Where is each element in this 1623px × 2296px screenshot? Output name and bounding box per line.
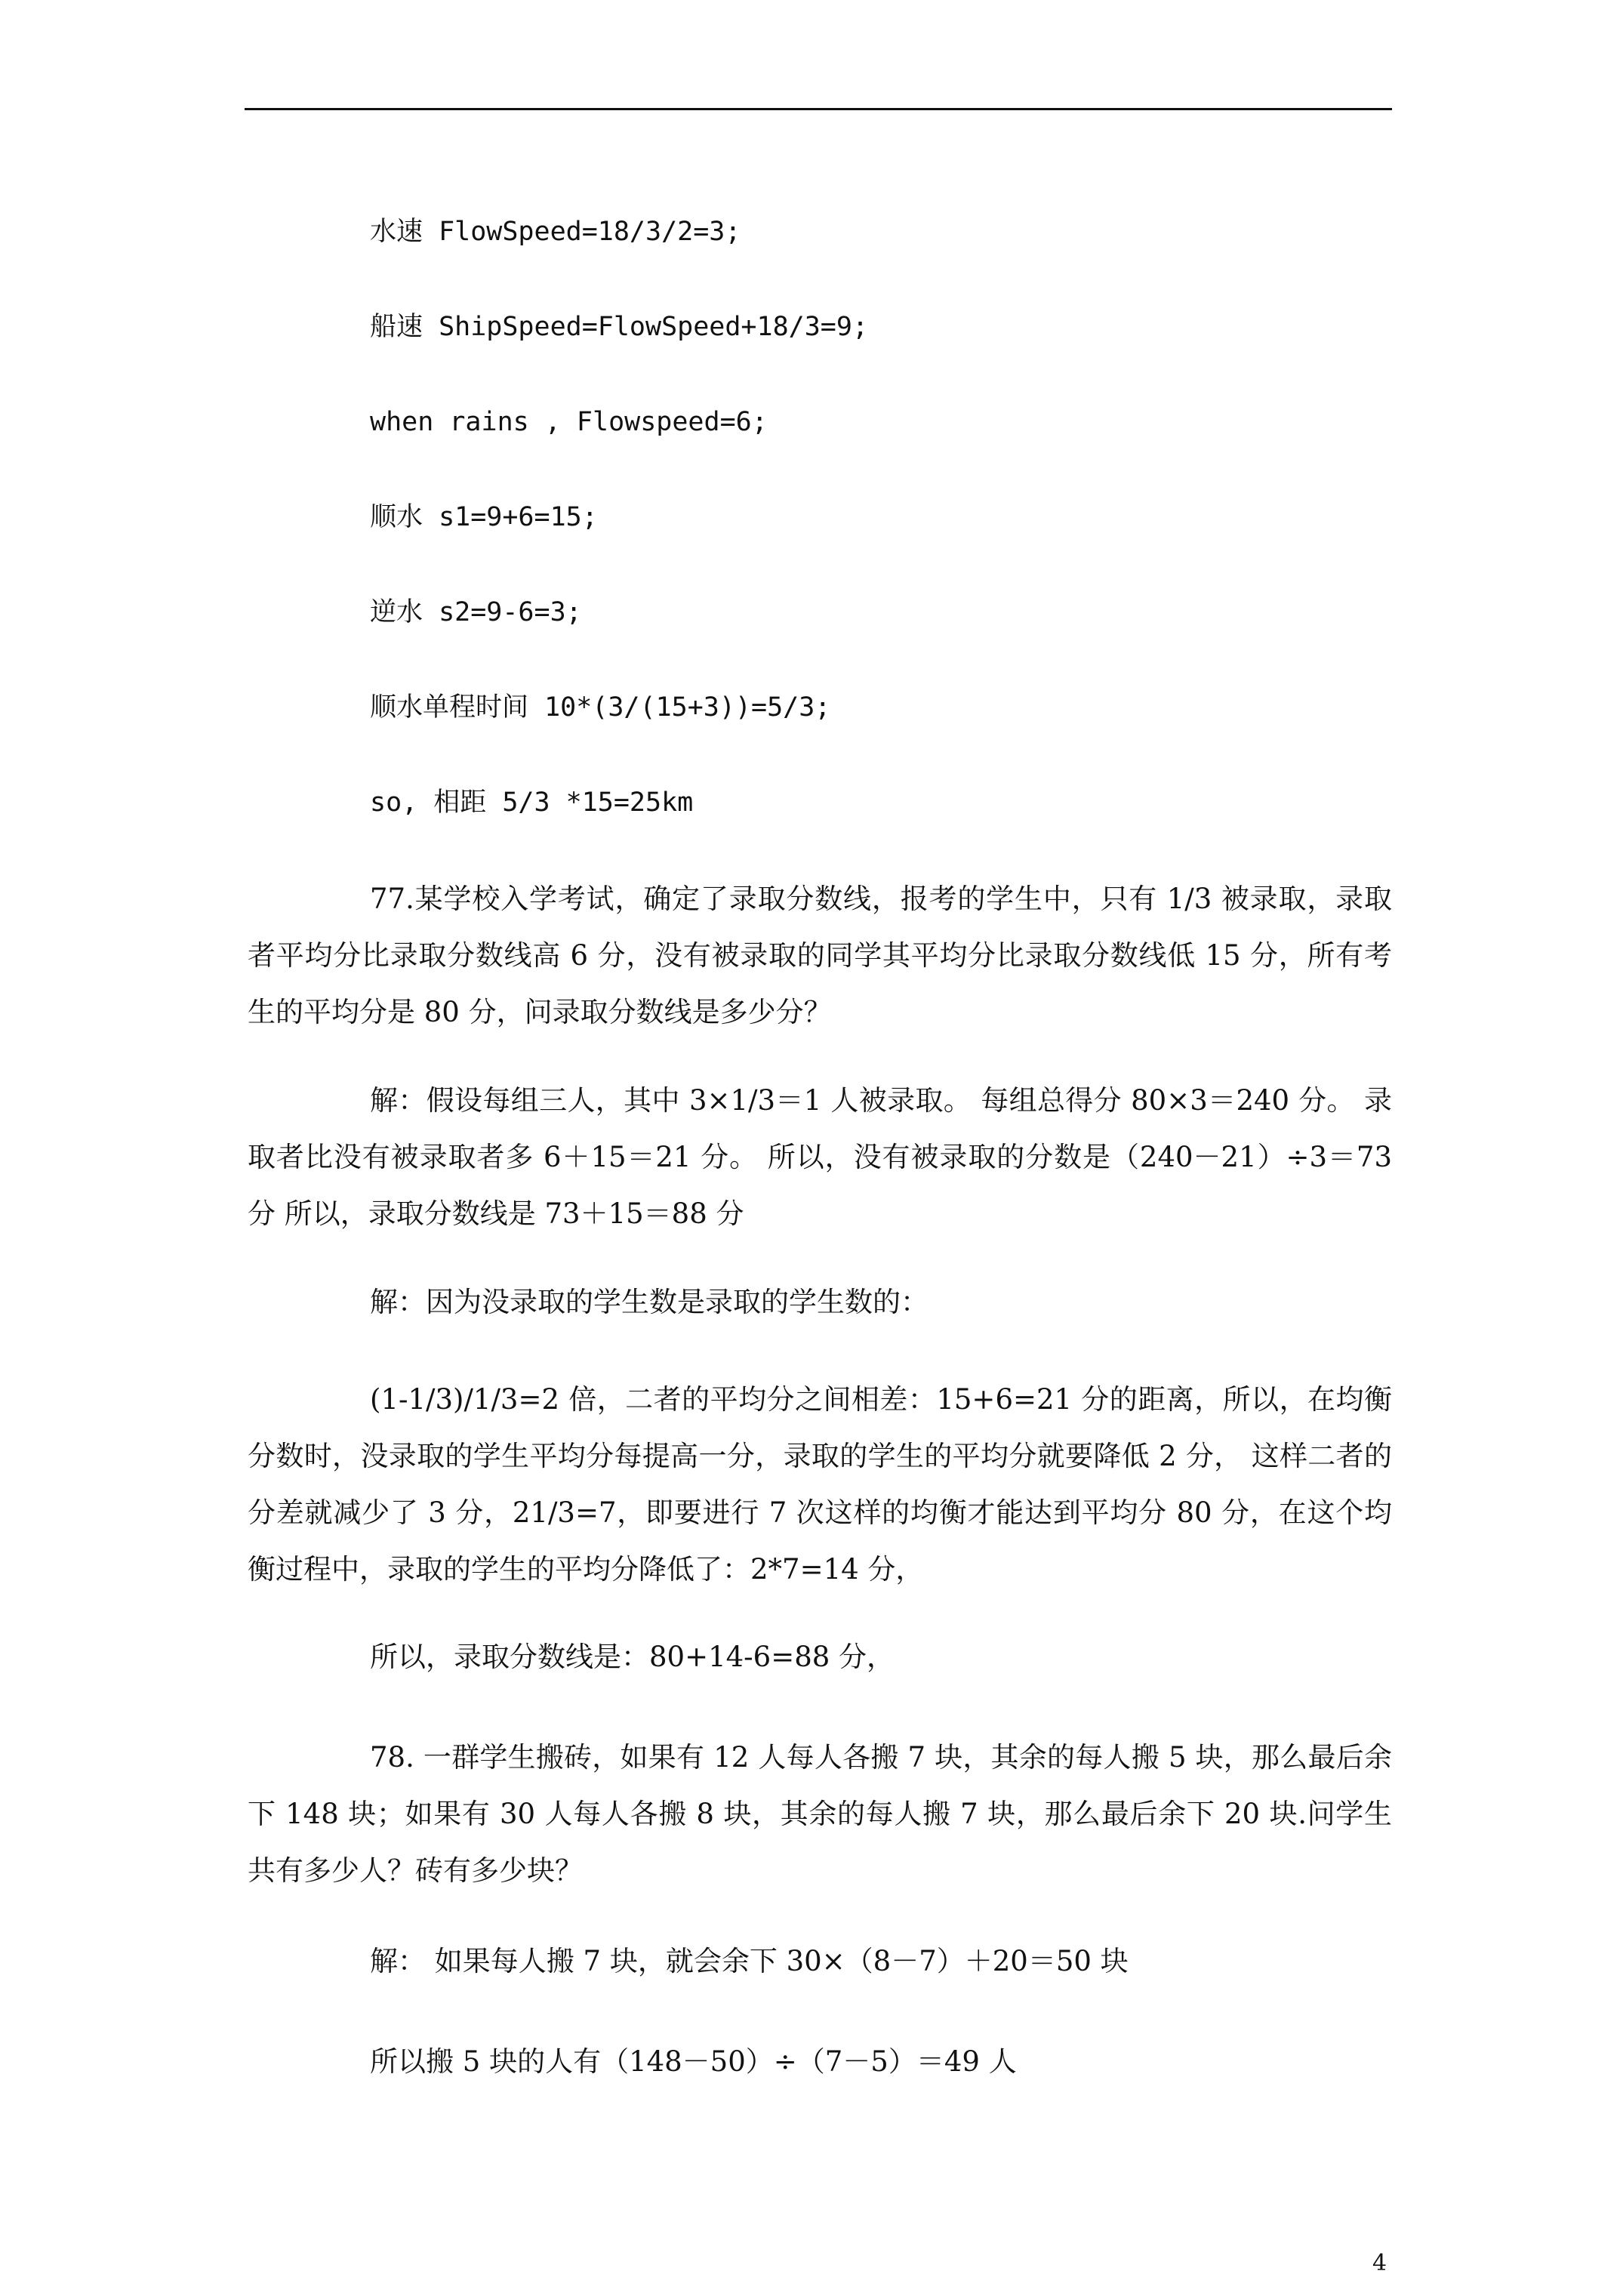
- paragraph-upstream: 逆水 s2=9-6=3;: [370, 597, 582, 627]
- solution-77-b-answer: 所以，录取分数线是：80+14-6=88 分，: [370, 1641, 895, 1673]
- paragraph-distance: so, 相距 5/3 *15=25km: [370, 787, 694, 818]
- page-number: 4: [1372, 2250, 1387, 2276]
- paragraph-flow-speed: 水速 FlowSpeed=18/3/2=3;: [370, 217, 741, 247]
- solution-78-line-1: 解： 如果每人搬 7 块，就会余下 30×（8－7）＋20＝50 块: [370, 1945, 1129, 1977]
- header-rule: [245, 108, 1392, 110]
- solution-77-b-detail: (1-1/3)/1/3=2 倍，二者的平均分之间相差：15+6=21 分的距离，所以，在均衡分数时，没录取的学生平均分每提高一分，录取的学生的平均分就要降低 2 分， 这样二者的分差就减少了 3 分，21/3=7，即要进行 7 次这样的均衡才能达到平均分 80 分，在这个均衡过程中，录取的学生的平均分降低了：2*7=14 分，: [248, 1383, 1392, 1586]
- problem-78: 78. 一群学生搬砖，如果有 12 人每人各搬 7 块，其余的每人搬 5 块，那么最后余下 148 块；如果有 30 人每人各搬 8 块，其余的每人搬 7 块，那么最后余下 20 块.问学生共有多少人？砖有多少块？: [248, 1741, 1392, 1887]
- paragraph-one-way-time: 顺水单程时间 10*(3/(15+3))=5/3;: [370, 692, 831, 723]
- paragraph-when-rains: when rains , Flowspeed=6;: [370, 407, 768, 437]
- solution-78-line-2: 所以搬 5 块的人有（148－50）÷（7－5）＝49 人: [370, 2045, 1017, 2078]
- paragraph-ship-speed: 船速 ShipSpeed=FlowSpeed+18/3=9;: [370, 312, 869, 342]
- paragraph-downstream: 顺水 s1=9+6=15;: [370, 502, 598, 532]
- solution-77-b: 解：因为没录取的学生数是录取的学生数的：: [370, 1286, 929, 1318]
- problem-77: 77.某学校入学考试，确定了录取分数线，报考的学生中，只有 1/3 被录取，录取者平均分比录取分数线高 6 分，没有被录取的同学其平均分比录取分数线低 15 分，所有考生的平均分是 80 分，问录取分数线是多少分？: [248, 883, 1392, 1028]
- solution-77-a: 解：假设每组三人，其中 3×1/3＝1 人被录取。 每组总得分 80×3＝240 分。 录取者比没有被录取者多 6＋15＝21 分。 所以，没有被录取的分数是（240－21）÷3＝73 分 所以，录取分数线是 73＋15＝88 分: [248, 1084, 1392, 1230]
